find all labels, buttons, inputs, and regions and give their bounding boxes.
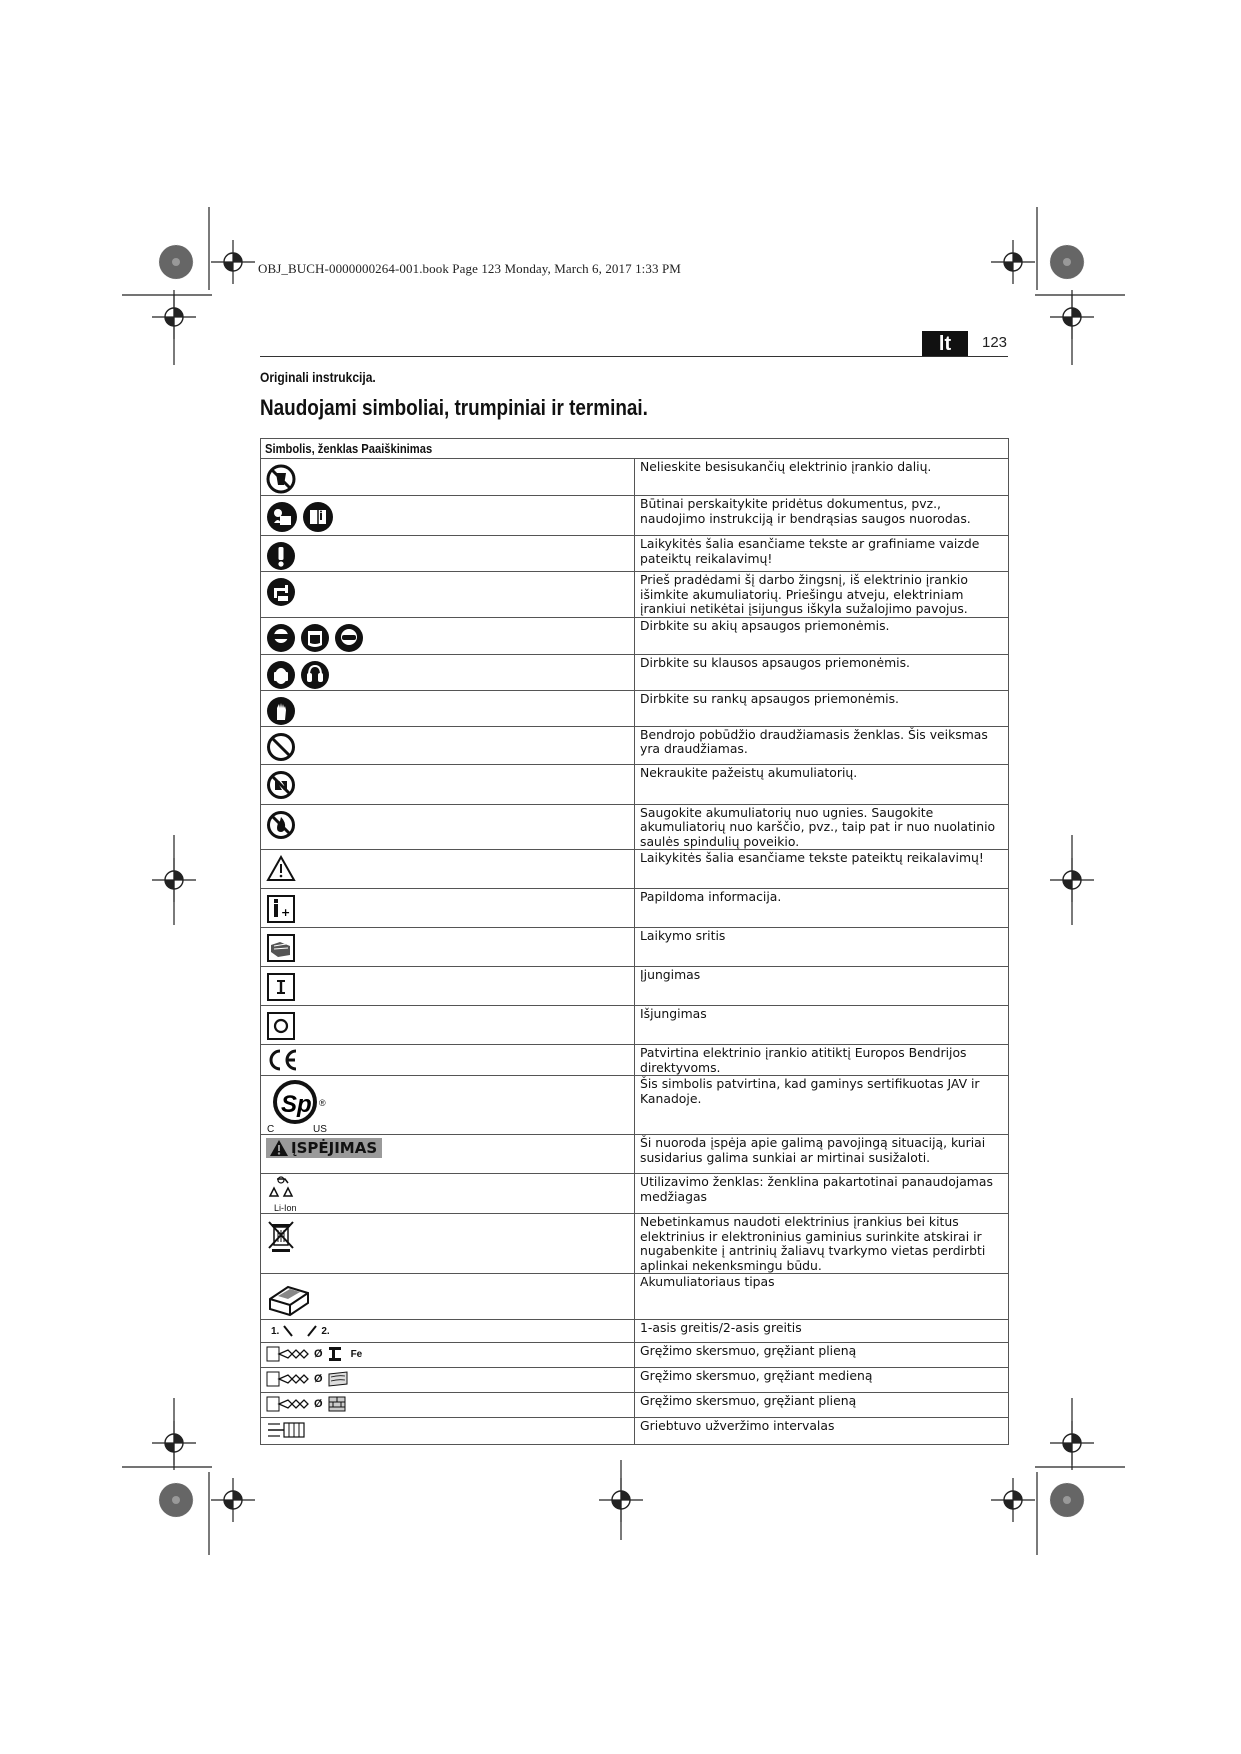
row-text: Gręžimo skersmuo, gręžiant plieną [635, 1393, 1009, 1418]
csa-us-label: US [313, 1124, 327, 1135]
svg-text:+: + [281, 906, 291, 919]
row-text: Papildoma informacija. [635, 889, 1009, 928]
table-header: Simbolis, ženklas Paaiškinimas [261, 439, 1009, 459]
battery-pack-icon [266, 1279, 312, 1319]
power-off-icon [266, 1011, 296, 1041]
grip-area-icon [266, 933, 296, 963]
table-row [261, 1214, 1009, 1274]
csa-c-label: C [267, 1124, 275, 1135]
diameter-symbol: Ø [314, 1348, 323, 1360]
row-text: 1-asis greitis/2-asis greitis [635, 1320, 1009, 1343]
info-plus-icon [266, 894, 296, 924]
row-text: Nelieskite besisukančių elektrinio įrankio dalių. [635, 459, 1009, 496]
crossed-out-bin-icon [266, 1219, 296, 1253]
row-text: Laikykitės šalia esančiame tekste pateiktų reikalavimų! [635, 850, 1009, 889]
warning-triangle-icon [266, 855, 296, 883]
row-text: Būtinai perskaitykite pridėtus dokumentus, pvz., naudojimo instrukciją ir bendrąsias saugos nuorodas. [635, 496, 1009, 536]
row-text: Įjungimas [635, 967, 1009, 1006]
table-row [261, 726, 1009, 764]
row-text: Šis simbolis patvirtina, kad gaminys sertifikuotas JAV ir Kanadoje. [635, 1076, 1009, 1135]
row-text: Dirbkite su rankų apsaugos priemonėmis. [635, 690, 1009, 726]
table-row [261, 967, 1009, 1006]
row-text: Dirbkite su akių apsaugos priemonėmis. [635, 617, 1009, 654]
table-row [261, 496, 1009, 536]
ce-mark-icon [266, 1048, 300, 1072]
table-row [261, 536, 1009, 572]
symbols-table [260, 438, 1009, 1445]
header-rule [260, 356, 1008, 357]
no-fire-battery-icon [266, 810, 296, 840]
drill-diameter-wood-icon [261, 1368, 634, 1388]
table-row [261, 1076, 1009, 1135]
face-shield-icon [300, 623, 330, 653]
svg-text:Sp: Sp [281, 1091, 312, 1118]
table-row [261, 1045, 1009, 1076]
ear-protection-icon [266, 660, 296, 690]
row-text: Griebtuvo užveržimo intervalas [635, 1418, 1009, 1445]
csa-certification-icon [267, 1080, 337, 1134]
table-row [261, 764, 1009, 804]
language-badge: lt [922, 331, 968, 357]
table-row [261, 1368, 1009, 1393]
warning-label-text: ĮSPĖJIMAS [291, 1139, 378, 1157]
ear-muffs-icon [300, 660, 330, 690]
row-text: Gręžimo skersmuo, gręžiant plieną [635, 1343, 1009, 1368]
table-row [261, 1174, 1009, 1214]
hand-protection-icon [266, 696, 296, 726]
table-row [261, 690, 1009, 726]
table-row [261, 889, 1009, 928]
row-text: Išjungimas [635, 1006, 1009, 1045]
row-text: Nekraukite pažeistų akumuliatorių. [635, 764, 1009, 804]
table-row [261, 804, 1009, 850]
manual-book-icon [302, 501, 334, 533]
row-text: Saugokite akumuliatorių nuo ugnies. Saugokite akumuliatorių nuo karščio, pvz., taip pat ir nuo nuolatinio saulės spindulių poveikio. [635, 804, 1009, 850]
table-row [261, 459, 1009, 496]
safety-glasses-icon [334, 623, 364, 653]
speed-1-label: 1. [271, 1325, 280, 1337]
eye-protection-icon [266, 623, 296, 653]
row-text: Bendrojo pobūdžio draudžiamasis ženklas. Šis veiksmas yra draudžiamas. [635, 726, 1009, 764]
table-row [261, 850, 1009, 889]
li-ion-recycling-icon [261, 1174, 634, 1213]
fe-label: Fe [350, 1348, 363, 1360]
drill-diameter-masonry-icon [261, 1393, 634, 1413]
speed-2-label: 2. [321, 1325, 330, 1337]
prohibition-icon [266, 732, 296, 762]
warning-triangle-small-icon [269, 1139, 289, 1157]
table-row [261, 1320, 1009, 1343]
row-text: Patvirtina elektrinio įrankio atitiktį Europos Bendrijos direktyvoms. [635, 1045, 1009, 1076]
row-text: Gręžimo skersmuo, gręžiant medieną [635, 1368, 1009, 1393]
table-header-row [261, 439, 1009, 459]
table-row [261, 572, 1009, 618]
diameter-symbol: Ø [314, 1373, 323, 1385]
table-row [261, 1418, 1009, 1445]
table-row [261, 1274, 1009, 1320]
no-charging-damaged-battery-icon [266, 770, 296, 800]
table-row [261, 1393, 1009, 1418]
page-number: 123 [982, 334, 1008, 351]
table-row [261, 1135, 1009, 1174]
table-row [261, 928, 1009, 967]
book-header: OBJ_BUCH-0000000264-001.book Page 123 Monday, March 6, 2017 1:33 PM [258, 261, 681, 276]
doc-kicker: Originali instrukcija. [260, 369, 376, 385]
drill-diameter-steel-icon [261, 1343, 634, 1363]
csa-registered-mark: ® [319, 1098, 326, 1108]
row-text: Laikykitės šalia esančiame tekste ar grafiniame vaizde pateiktų reikalavimų! [635, 536, 1009, 572]
table-row [261, 1006, 1009, 1045]
row-text: Ši nuoroda įspėja apie galimą pavojingą situaciją, kuriai susidarius galima sunkiai ar mirtinai susižaloti. [635, 1135, 1009, 1174]
power-on-icon [266, 972, 296, 1002]
diameter-symbol: Ø [314, 1398, 323, 1410]
row-text: Utilizavimo ženklas: ženklina pakartotinai panaudojamas medžiagas [635, 1174, 1009, 1214]
do-not-touch-rotating-parts-icon [266, 464, 296, 494]
row-text: Laikymo sritis [635, 928, 1009, 967]
exclamation-icon [266, 541, 296, 571]
remove-battery-icon [266, 577, 296, 607]
table-row [261, 617, 1009, 654]
row-text: Prieš pradėdami šį darbo žingsnį, iš elektrinio įrankio išimkite akumuliatorių. Priešingu atveju, elektriniam įrankiui netikėtai įsijungus iškyla sužalojimo pavojus. [635, 572, 1009, 618]
row-text: Nebetinkamus naudoti elektrinius įrankius bei kitus elektrinius ir elektroninius gaminius surinkite atskirai ir nugabenkite į antrinių žaliavų tvarkymo vietas perdirbti aplinkai nekenksmingu būdu. [635, 1214, 1009, 1274]
read-manual-icon [266, 501, 298, 533]
chuck-clamping-range-icon [266, 1420, 310, 1440]
row-text: Akumuliatoriaus tipas [635, 1274, 1009, 1320]
li-ion-label: Li-Ion [274, 1203, 297, 1213]
doc-title: Naudojami simboliai, trumpiniai ir terminai. [260, 395, 648, 420]
speed-selector-icon [261, 1320, 634, 1338]
row-text: Dirbkite su klausos apsaugos priemonėmis. [635, 654, 1009, 690]
table-row [261, 654, 1009, 690]
warning-label-icon [266, 1138, 382, 1158]
table-row [261, 1343, 1009, 1368]
